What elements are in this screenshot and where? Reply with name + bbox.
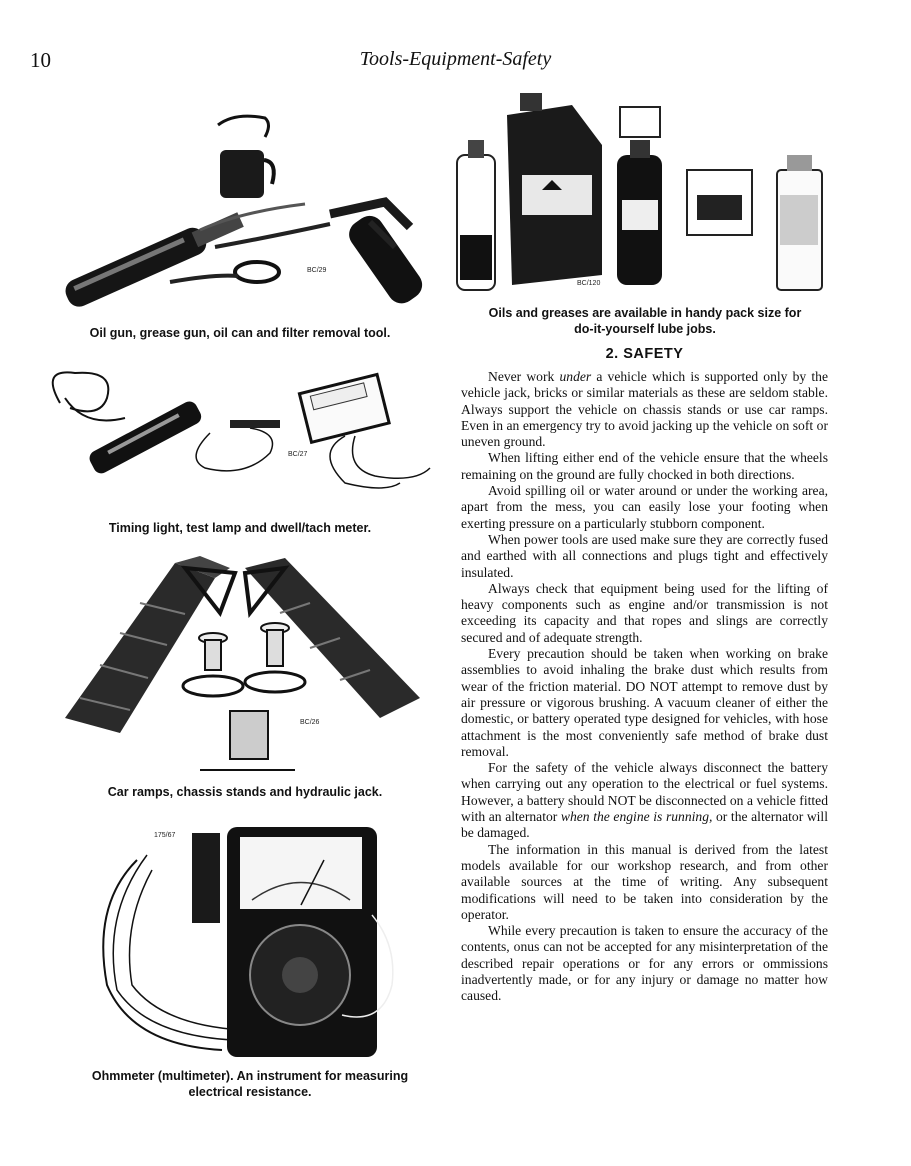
paragraph-text: For the safety of the vehicle always disconnect the battery when carrying out any operation to the electrical or fuel systems. However, a battery should NOT be disconnected on a vehicle fitted with an alternator <box>461 760 828 825</box>
photo-tag: BC/26 <box>300 719 320 726</box>
figure-caption-line2: electrical resistance. <box>188 1085 312 1099</box>
paragraph: Always check that equipment being used for the lifting of heavy components such as engine and/or transmission is not exceeding its capacity and that ropes and slings are correctly secured and of adequate strength. <box>461 580 828 645</box>
photo-tag: BC/27 <box>288 451 308 458</box>
figure-caption: Oil gun, grease gun, oil can and filter removal tool. <box>89 326 391 340</box>
emphasis: when the engine is running, <box>560 809 713 825</box>
car-ramps-photo <box>60 548 440 778</box>
paragraph <box>461 760 828 841</box>
photo-tag: BC/120 <box>577 280 601 287</box>
figure-caption-line2: do-it-yourself lube jobs. <box>574 322 716 336</box>
paragraph: Avoid spilling oil or water around or under the working area, apart from the mess, you can easily lose your footing when exerting pressure on a particularly stubborn component. <box>461 483 828 531</box>
paragraph-text: a vehicle which is supported only by the vehicle jack, bricks or similar materials as these are seldom stable. Always support the vehicle on chassis stands or use car ramps. Even in an emergency try to avoid jacking up the vehicle on soft or uneven ground. <box>461 369 828 450</box>
figure-caption: Car ramps, chassis stands and hydraulic jack. <box>107 785 383 799</box>
paragraph: Every precaution should be taken when working on brake assemblies to avoid inhaling the brake dust which results from wear of the friction material. DO NOT attempt to remove dust by air pressure or vigorous brushing. A vacuum cleaner of either the domestic, or battery operated type designed for vehicles, with hose attachment is the most conveniently safe method of brake dust removal. <box>461 646 828 759</box>
paragraph: When lifting either end of the vehicle ensure that the wheels remaining on the ground are fully chocked in both directions. <box>461 450 828 482</box>
running-head: Tools-Equipment-Safety <box>359 48 552 70</box>
page-number: 10 <box>30 48 51 72</box>
paragraph: The information in this manual is derived from the latest models available for our workshop research, and from other available sources at the time of writing. Any subsequent modifications will need to be taken into consideration by the operator. <box>461 841 828 922</box>
timing-light-photo <box>45 358 435 498</box>
paragraph-text: or the alternator will be damaged. <box>461 809 828 841</box>
photo-tag: 175/67 <box>154 832 176 839</box>
figure-caption-line1: Oils and greases are available in handy pack size for <box>488 306 802 320</box>
oil-gun-photo <box>40 112 430 317</box>
section-title: 2. SAFETY <box>605 346 684 362</box>
multimeter-photo <box>92 815 417 1065</box>
figure-caption: Timing light, test lamp and dwell/tach meter. <box>108 521 372 535</box>
emphasis: under <box>559 369 592 384</box>
paragraph-text: Never work <box>488 369 560 384</box>
figure-caption-line1: Ohmmeter (multimeter). An instrument for measuring <box>91 1069 409 1083</box>
paragraph <box>461 369 828 450</box>
photo-tag: BC/29 <box>307 267 327 274</box>
safety-text-column <box>461 369 828 1005</box>
paragraph: When power tools are used make sure they are correctly fused and earthed with all connections and plugs tight and effectively insulated. <box>461 531 828 580</box>
oils-photo <box>452 85 832 300</box>
paragraph: While every precaution is taken to ensure the accuracy of the contents, onus can not be accepted for any misinterpretation of the described repair operations or for any errors or ommissions inadvertently made, or for any injury or damage no matter how caused. <box>461 923 828 1004</box>
